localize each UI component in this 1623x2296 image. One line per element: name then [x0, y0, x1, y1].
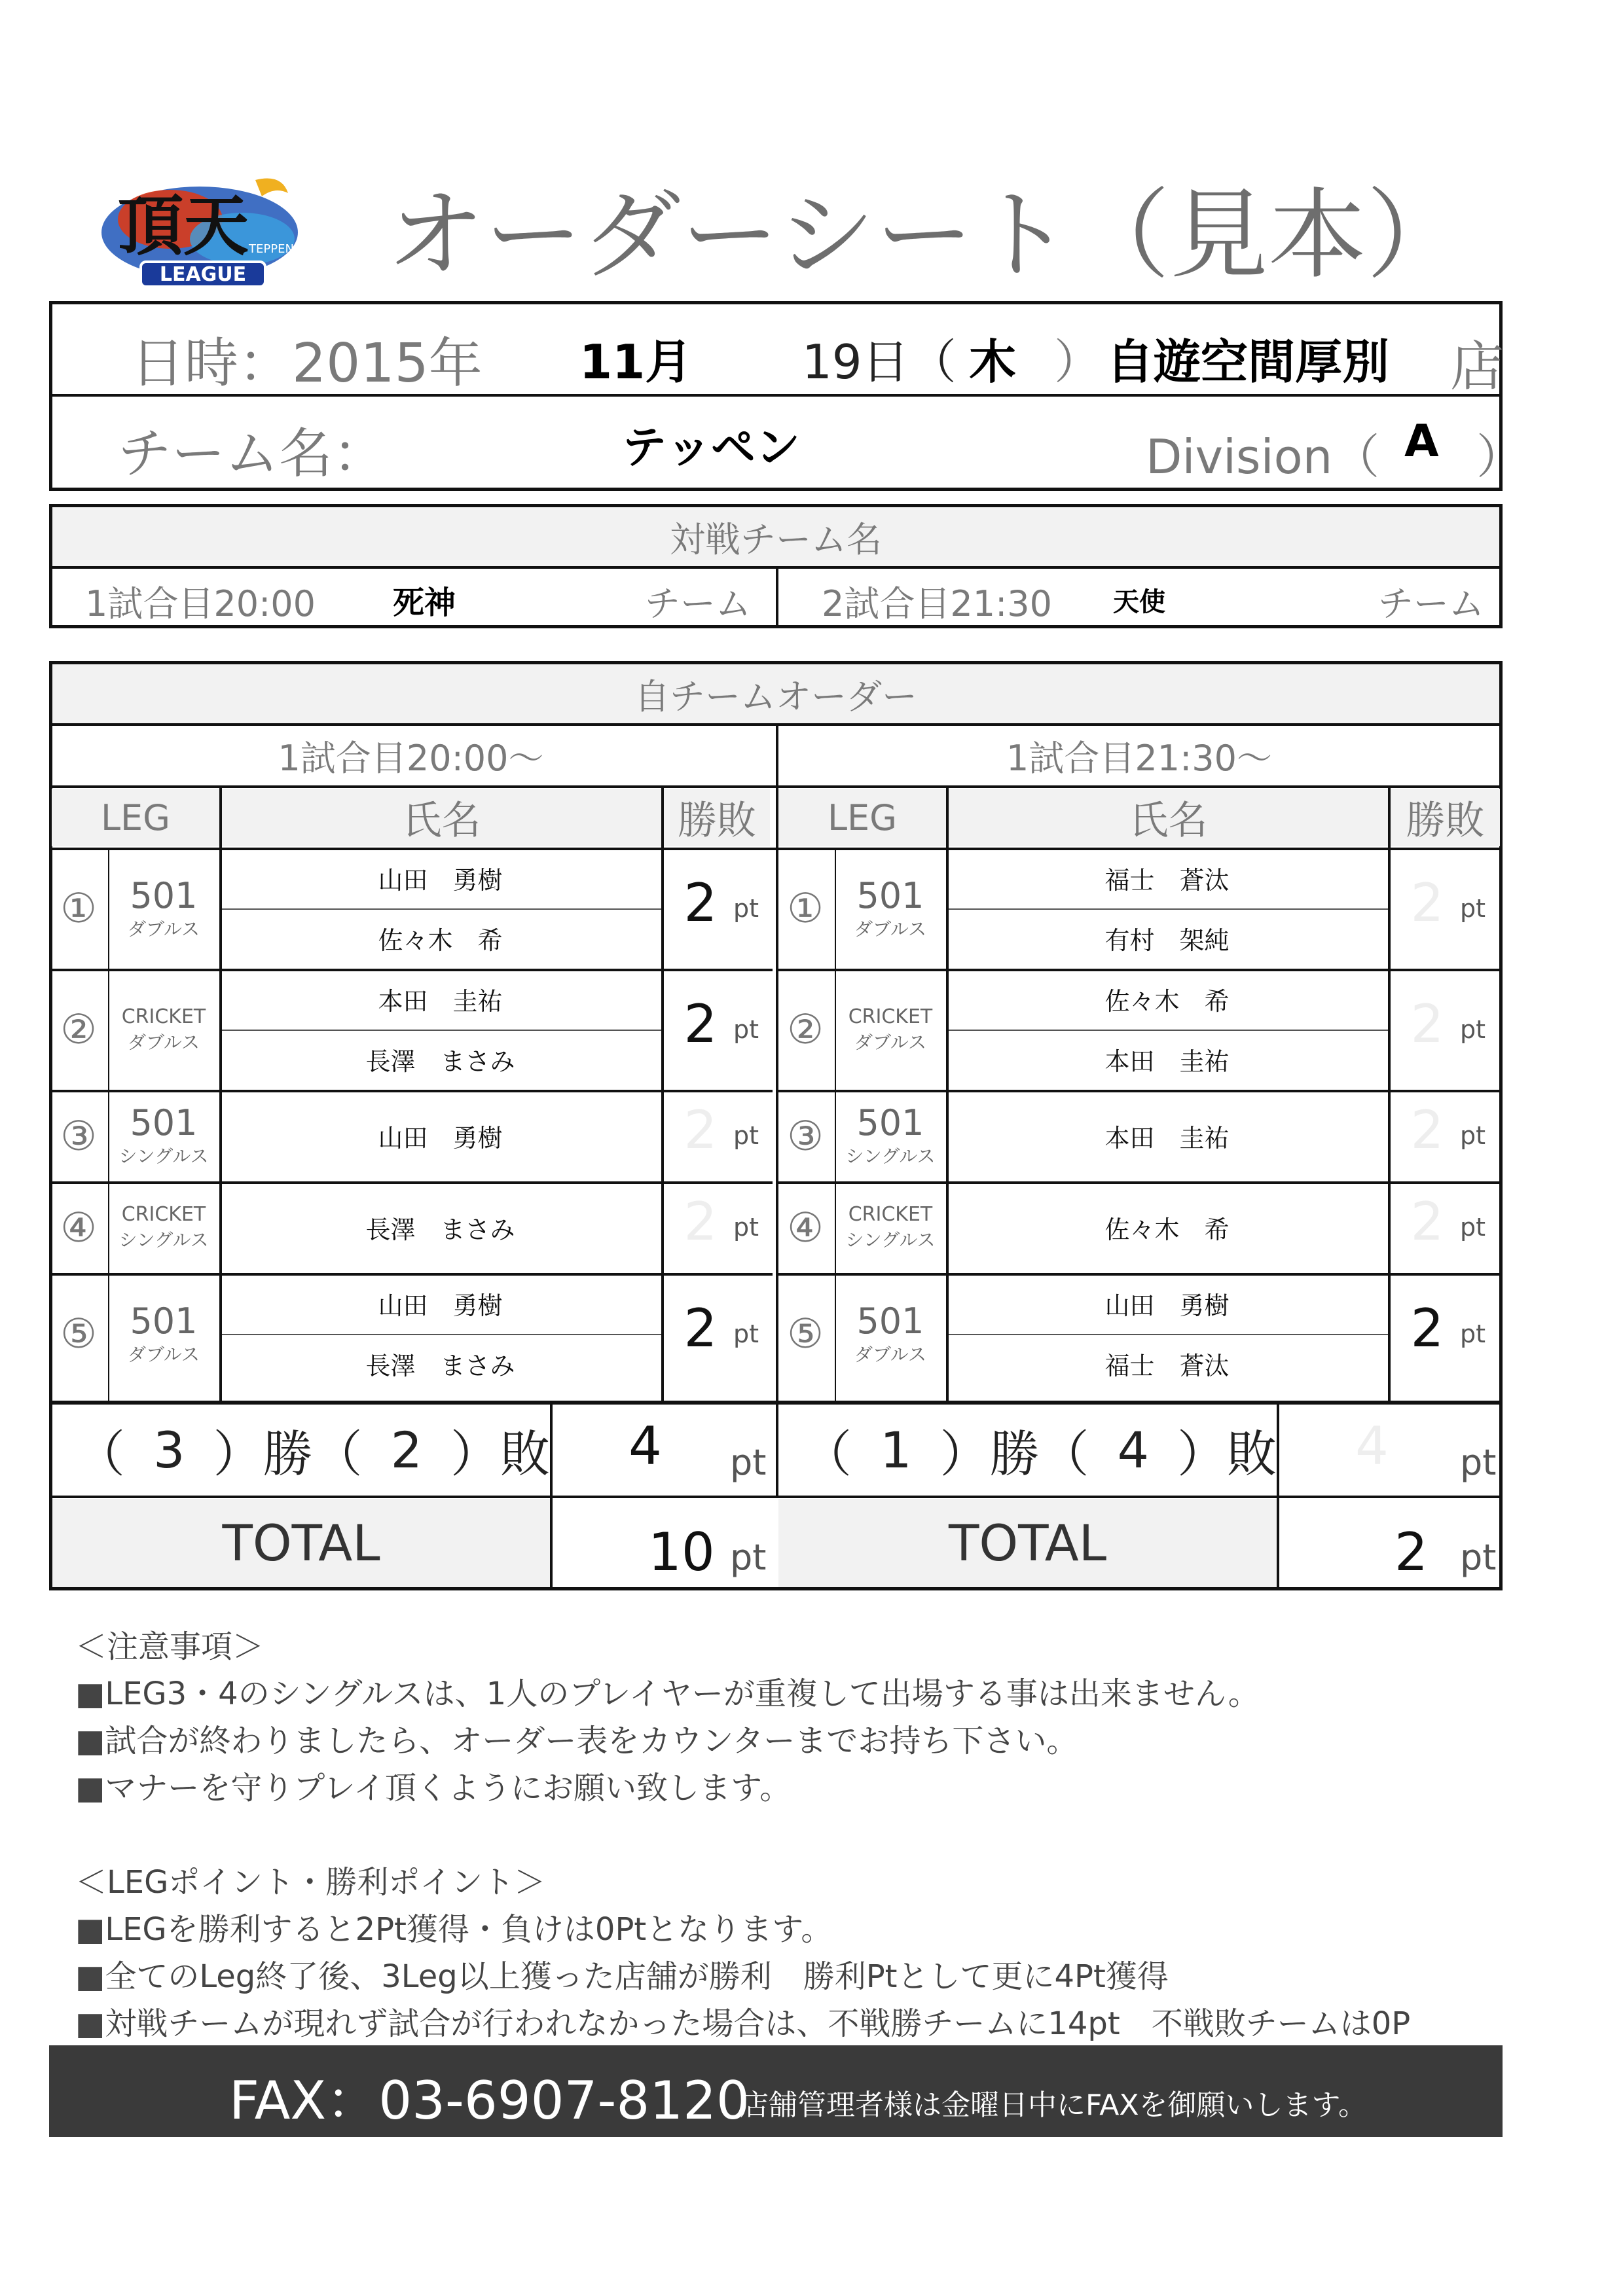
division-label: Division（ — [1146, 429, 1380, 484]
leg-number: ② — [60, 1005, 97, 1053]
pt-unit: pt — [733, 1014, 759, 1044]
match1-team-suffix: チーム — [645, 583, 751, 624]
opponent-header: 対戦チーム名 — [52, 507, 1499, 566]
leg-game: 501 — [856, 1300, 924, 1342]
loss-count: 4 — [1117, 1420, 1149, 1479]
leg-game-cell — [835, 1090, 946, 1181]
match-title: 1試合目21:30〜 — [1006, 737, 1272, 779]
leg-game-cell — [835, 1181, 946, 1273]
win-loss-summary — [776, 1404, 1277, 1496]
leg-number: ① — [60, 884, 97, 932]
total-label: TOTAL — [52, 1499, 550, 1587]
leg-number: ⑤ — [787, 1310, 824, 1357]
leg-score: 2 — [684, 1191, 718, 1252]
total-label: TOTAL — [778, 1499, 1277, 1587]
win-count: 3 — [153, 1420, 185, 1479]
notes-item: ■試合が終わりましたら、オーダー表をカウンターまでお持ち下さい。 — [75, 1723, 1078, 1759]
col-result-header: 勝敗 — [664, 789, 770, 846]
leg-score: 2 — [684, 872, 718, 933]
leg-type: ダブルス — [854, 1343, 927, 1365]
loss-label: ）敗 — [1177, 1424, 1277, 1483]
notes-item: ■LEG3・4のシングルスは、1人のプレイヤーが重複して出場する事は出来ません。 — [75, 1676, 1260, 1712]
leg-number: ④ — [787, 1203, 824, 1251]
date-month: 11月 — [579, 334, 693, 389]
leg-game: 501 — [130, 1102, 198, 1143]
team-label: チーム名： — [118, 423, 387, 485]
leg-score: 2 — [1410, 1191, 1444, 1252]
pt-unit: pt — [733, 1213, 759, 1242]
leg-number: ② — [787, 1005, 824, 1053]
match2-team-suffix: チーム — [1378, 583, 1484, 624]
col-name-header: 氏名 — [949, 789, 1388, 846]
player-name: 本田 圭祐 — [378, 986, 503, 1016]
loss-count: 2 — [390, 1420, 422, 1479]
pt-unit: pt — [733, 1319, 759, 1348]
leg-game: 501 — [856, 1102, 924, 1143]
win-label: ）勝（ — [213, 1424, 363, 1483]
col-leg-header: LEG — [778, 789, 946, 846]
player-name: 佐々木 希 — [1104, 1215, 1230, 1244]
division-value: A — [1404, 416, 1439, 467]
points-item: ■対戦チームが現れず試合が行われなかった場合は、不戦勝チームに14pt 不戦敗チームは0P — [75, 2005, 1411, 2042]
leg-game-cell — [835, 969, 946, 1090]
leg-game: CRICKET — [121, 1203, 206, 1226]
match-title: 1試合目20:00〜 — [278, 737, 544, 779]
match2-opponent: 天使 — [1113, 587, 1165, 617]
notes-heading: ＜注意事項＞ — [75, 1628, 264, 1665]
leg-game-cell — [108, 848, 219, 969]
points-item: ■LEGを勝利すると2Pt獲得・負けは0Ptとなります。 — [75, 1911, 833, 1948]
player-name: 福士 蒼汰 — [1104, 1352, 1230, 1381]
leg-number: ④ — [60, 1203, 97, 1251]
player-name: 有村 架純 — [1104, 926, 1230, 956]
leg-game: CRICKET — [848, 1203, 933, 1226]
leg-game-cell — [835, 848, 946, 969]
leg-game: CRICKET — [848, 1005, 933, 1028]
player-name: 本田 圭祐 — [1104, 1047, 1230, 1077]
player-name: 佐々木 希 — [1104, 986, 1230, 1016]
logo-main-text: 頂天 — [118, 187, 249, 264]
player-name: 福士 蒼汰 — [1104, 865, 1230, 895]
leg-game-cell — [108, 1090, 219, 1181]
notes-section — [75, 1623, 1503, 2047]
leg-game-cell — [108, 1273, 219, 1394]
leg-score: 2 — [684, 1100, 718, 1160]
league-logo — [92, 167, 308, 291]
leg-game: 501 — [856, 874, 924, 916]
leg-game: CRICKET — [121, 1005, 206, 1028]
player-name: 山田 勇樹 — [1104, 1291, 1230, 1320]
notes-item: ■マナーを守りプレイ頂くようにお願い致します。 — [75, 1770, 792, 1806]
win-label: ）勝（ — [939, 1424, 1089, 1483]
pt-unit: pt — [1460, 1213, 1486, 1242]
col-name-header: 氏名 — [222, 789, 661, 846]
leg-score: 2 — [1410, 1297, 1444, 1359]
summary-open: （ — [802, 1424, 852, 1483]
player-name: 長澤 まさみ — [365, 1352, 515, 1381]
player-name: 山田 勇樹 — [378, 865, 503, 895]
pt-unit: pt — [1460, 1014, 1486, 1044]
division-close: ） — [1476, 429, 1524, 484]
leg-type: シングルス — [845, 1229, 936, 1251]
match1-opponent: 死神 — [393, 584, 456, 621]
leg-number: ① — [787, 884, 824, 932]
logo-small-text: TEPPEN — [249, 242, 294, 256]
pt-unit: pt — [1460, 1537, 1497, 1578]
col-leg-header: LEG — [52, 789, 219, 846]
leg-game-cell — [108, 969, 219, 1090]
leg-type: シングルス — [119, 1229, 209, 1251]
date-label: 日時：2015年 — [131, 332, 483, 395]
leg-score: 2 — [1410, 1100, 1444, 1160]
leg-number: ⑤ — [60, 1310, 97, 1357]
player-name: 本田 圭祐 — [1104, 1123, 1230, 1153]
player-name: 佐々木 希 — [378, 926, 503, 956]
leg-type: ダブルス — [127, 1343, 200, 1365]
leg-type: ダブルス — [854, 918, 927, 940]
team-name: テッペン — [622, 422, 801, 474]
win-loss-summary — [49, 1404, 550, 1496]
leg-score: 2 — [1410, 993, 1444, 1054]
leg-number: ③ — [60, 1111, 97, 1160]
logo-league-text: LEAGUE — [159, 262, 247, 286]
total-points: 2 — [1395, 1522, 1428, 1583]
leg-game: 501 — [130, 874, 198, 916]
leg-game-cell — [108, 1181, 219, 1273]
points-item: ■全てのLeg終了後、3Leg以上獲った店舗が勝利 勝利Ptとして更に4Pt獲得 — [75, 1958, 1169, 1995]
leg-type: ダブルス — [127, 918, 200, 940]
pt-unit: pt — [730, 1442, 767, 1483]
leg-type: シングルス — [845, 1145, 936, 1167]
player-name: 長澤 まさみ — [365, 1215, 515, 1244]
date-day: 19日（ — [802, 334, 957, 389]
page-title: オーダーシート（見本） — [386, 179, 1465, 293]
leg-score: 2 — [1410, 872, 1444, 933]
summary-points: 4 — [1355, 1416, 1389, 1477]
store-name: 自遊空間厚別 — [1106, 334, 1390, 389]
leg-score: 2 — [684, 993, 718, 1054]
pt-unit: pt — [1460, 1319, 1486, 1348]
total-points: 10 — [648, 1522, 715, 1583]
player-name: 山田 勇樹 — [378, 1123, 503, 1153]
leg-number: ③ — [787, 1111, 824, 1160]
pt-unit: pt — [733, 893, 759, 923]
summary-points: 4 — [629, 1416, 662, 1477]
leg-score: 2 — [684, 1297, 718, 1359]
summary-open: （ — [75, 1424, 125, 1483]
leg-type: ダブルス — [854, 1031, 927, 1053]
leg-game: 501 — [130, 1300, 198, 1342]
points-heading: ＜LEGポイント・勝利ポイント＞ — [75, 1864, 546, 1901]
leg-type: シングルス — [119, 1145, 209, 1167]
player-name: 山田 勇樹 — [378, 1291, 503, 1320]
fax-note: 店舗管理者様は金曜日中にFAXを御願いします。 — [740, 2089, 1367, 2122]
leg-game-cell — [835, 1273, 946, 1394]
order-header: 自チームオーダー — [52, 664, 1499, 723]
pt-unit: pt — [1460, 893, 1486, 923]
store-suffix: 店 — [1450, 336, 1504, 398]
match2-label: 2試合目21:30 — [822, 583, 1052, 624]
pt-unit: pt — [730, 1537, 767, 1578]
col-result-header: 勝敗 — [1391, 789, 1500, 846]
match1-label: 1試合目20:00 — [85, 583, 316, 624]
leg-type: ダブルス — [127, 1031, 200, 1053]
date-weekday: 木 — [969, 334, 1017, 389]
fax-number: FAX：03-6907-8120 — [229, 2070, 750, 2131]
player-name: 長澤 まさみ — [365, 1047, 515, 1077]
pt-unit: pt — [733, 1121, 759, 1150]
pt-unit: pt — [1460, 1121, 1486, 1150]
loss-label: ）敗 — [450, 1424, 550, 1483]
win-count: 1 — [880, 1420, 912, 1479]
date-close: ） — [1054, 334, 1102, 389]
pt-unit: pt — [1460, 1442, 1497, 1483]
